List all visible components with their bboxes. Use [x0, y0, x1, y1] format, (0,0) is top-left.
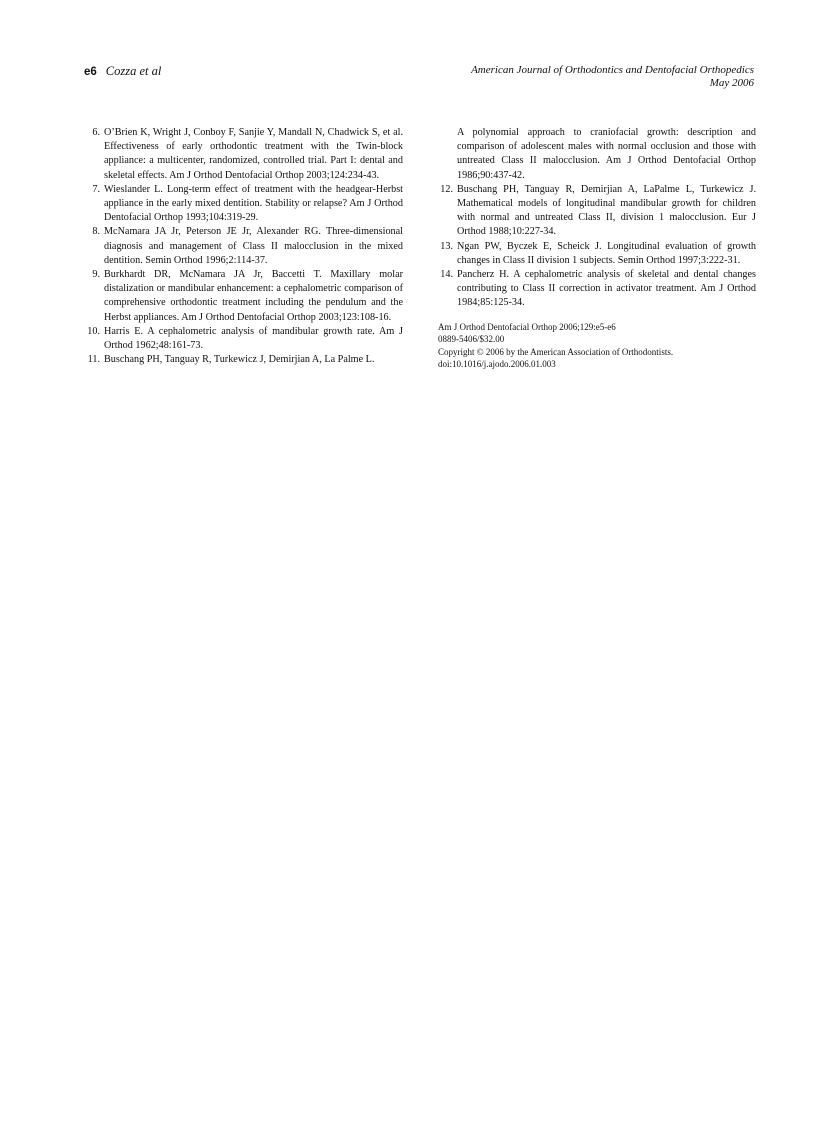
reference-item — [437, 268, 756, 311]
reference-item — [84, 268, 403, 325]
running-header-right — [471, 64, 754, 90]
reference-item — [84, 183, 403, 226]
reference-text: Harris E. A cephalometric analysis of mandibular growth rate. Am J Orthod 1962;48:161-73. — [104, 325, 403, 352]
reference-item — [437, 183, 756, 240]
reference-number: 14. — [440, 269, 453, 281]
reference-item — [84, 225, 403, 268]
doi: doi:10.1016/j.ajodo.2006.01.003 — [438, 359, 556, 370]
reference-text: A polynomial approach to craniofacial growth: description and comparison of adolescent males with normal occlusion and those with untreated Class II malocclusion. Am J Orthod Dentofacial Orthop 1986;90:437-42. — [457, 127, 756, 181]
reference-text: Ngan PW, Byczek E, Scheick J. Longitudinal evaluation of growth changes in Class II division 1 subjects. Semin Orthod 1997;3:222-31. — [457, 240, 756, 266]
reference-number: 12. — [440, 183, 453, 195]
journal-citation: Am J Orthod Dentofacial Orthop 2006;129:e5-e6 — [438, 321, 616, 332]
references-left-column — [84, 126, 403, 367]
running-authors: Cozza et al — [105, 64, 162, 78]
reference-item — [437, 240, 756, 268]
reference-text: Buschang PH, Tanguay R, Turkewicz J, Demirjian A, La Palme L. — [104, 354, 375, 366]
reference-number: 10. — [87, 325, 100, 337]
reference-number: 6. — [92, 127, 100, 138]
issn-price: 0889-5406/$32.00 — [438, 334, 505, 345]
page-number: e6 — [84, 66, 97, 78]
reference-text: O’Brien K, Wright J, Conboy F, Sanjie Y, Mandall N, Chadwick S, et al. Effectiveness of early orthodontic treatment with the Twin-block appliance: a multicenter, randomized, controlled trial. Part I: dental and skeletal effects. Am J Orthod Dentofacial Orthop 2003;124:234-43. — [104, 127, 403, 181]
reference-text: Pancherz H. A cephalometric analysis of skeletal and dental changes contributing to Class II correction in activator treatment. Am J Orthod 1984;85:125-34. — [457, 269, 756, 309]
issue-date: May 2006 — [709, 77, 754, 89]
reference-item — [84, 353, 403, 367]
reference-number: 8. — [92, 226, 100, 238]
reference-text: Burkhardt DR, McNamara JA Jr, Baccetti T. Maxillary molar distalization or mandibular enhancement: a cephalometric comparison of comprehensive orthodontic treatment including the pendulum and the Herbst appliances. Am J Orthod Dentofacial Orthop 2003;123:108-16. — [104, 269, 403, 323]
reference-continuation — [437, 126, 756, 183]
reference-item — [84, 126, 403, 183]
reference-number: 11. — [87, 354, 100, 366]
reference-number: 7. — [92, 183, 100, 195]
copyright-notice: Copyright © 2006 by the American Association of Orthodontists. — [438, 346, 674, 357]
reference-text: McNamara JA Jr, Peterson JE Jr, Alexander RG. Three-dimensional diagnosis and management of Class II malocclusion in the mixed dentition. Semin Orthod 1996;2:114-37. — [104, 226, 403, 266]
references-right-column — [437, 126, 756, 371]
reference-item — [84, 325, 403, 353]
reference-number: 9. — [92, 269, 100, 281]
running-header-left — [84, 64, 161, 79]
reference-text: Buschang PH, Tanguay R, Demirjian A, LaPalme L, Turkewicz J. Mathematical models of longitudinal mandibular growth for children with normal and untreated Class II, division 1 malocclusion. Eur J Orthod 1988;10:227-34. — [457, 183, 756, 238]
reference-text: Wieslander L. Long-term effect of treatment with the headgear-Herbst appliance in the early mixed dentition. Stability or relapse? Am J Orthod Dentofacial Orthop 1993;104:319-29. — [104, 183, 403, 224]
journal-title: American Journal of Orthodontics and Dentofacial Orthopedics — [471, 64, 754, 76]
reference-number: 13. — [440, 240, 453, 252]
publication-footnote — [438, 321, 756, 371]
